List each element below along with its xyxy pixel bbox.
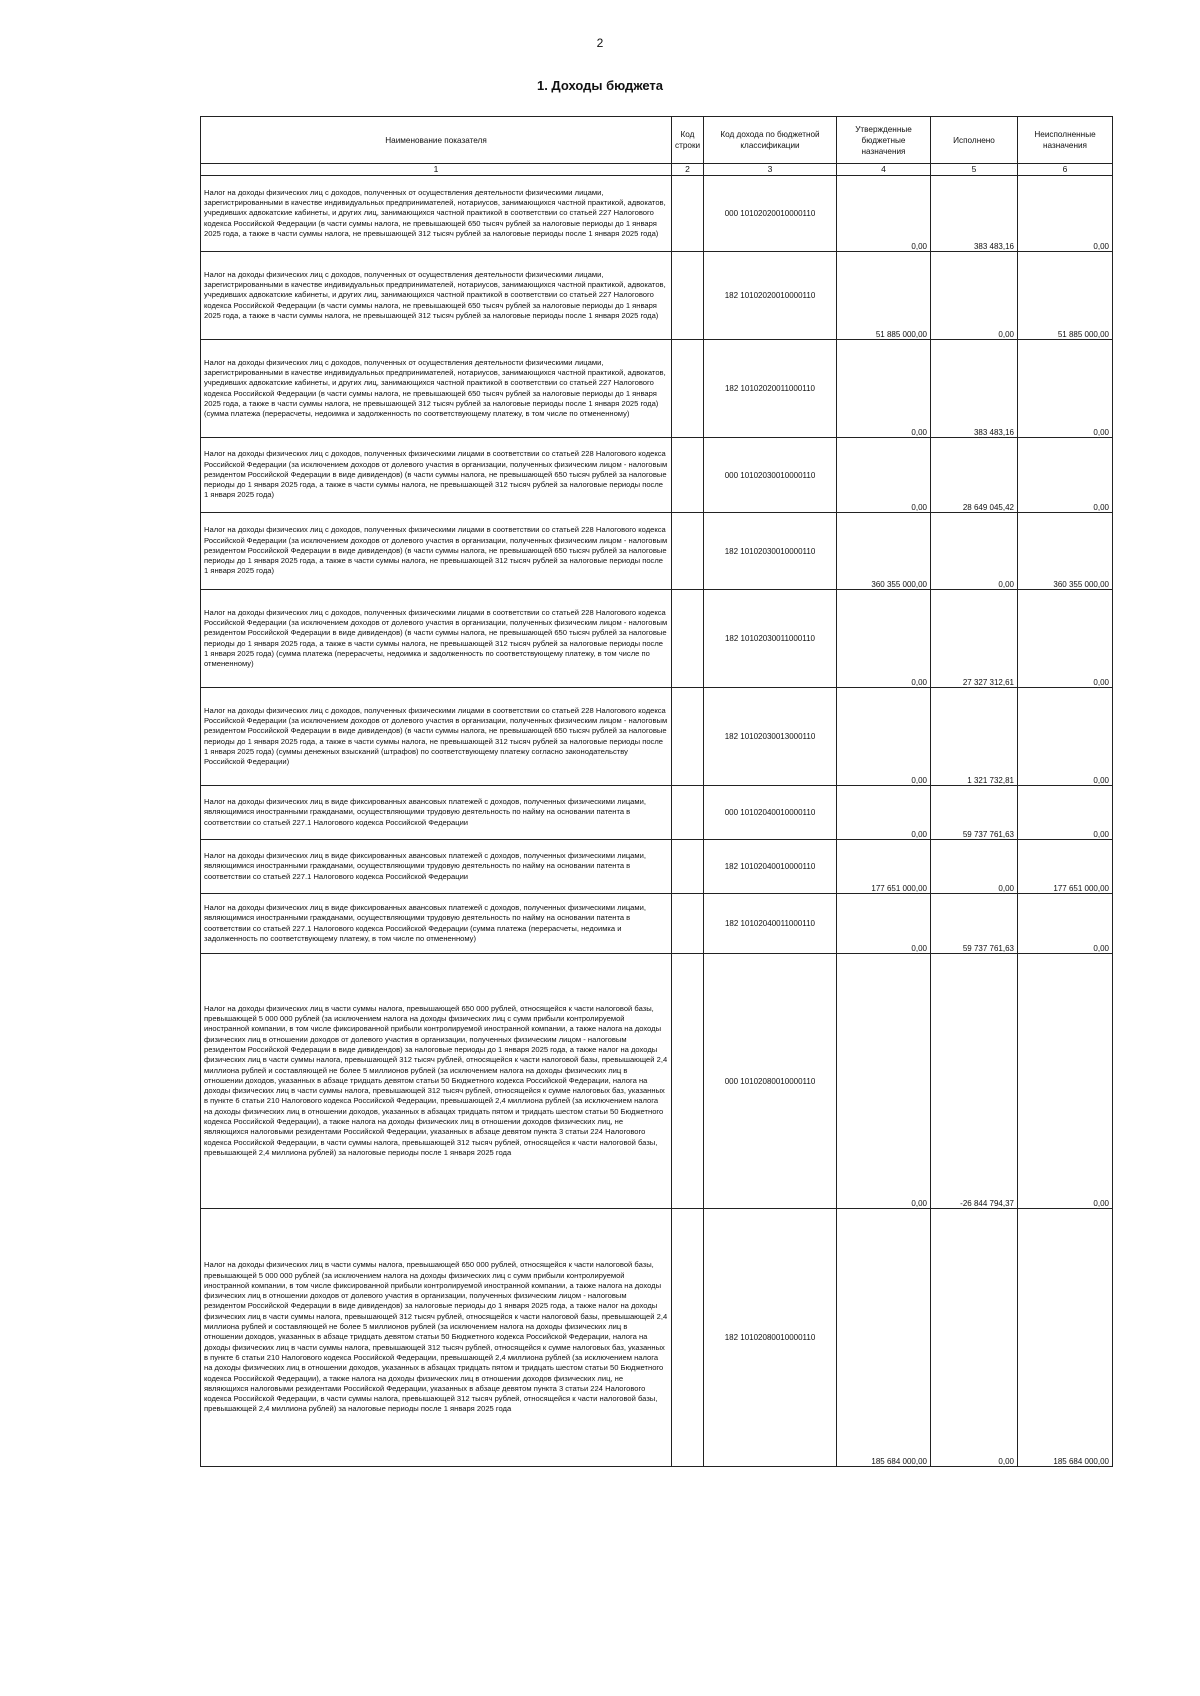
row-name: Налог на доходы физических лиц с доходов, полученных физическими лицами в соответствии со статьей 228 Налогового кодекса Российской Федерации (за исключением доходов от долевого участия в организации, полученных физическим лицом - налоговым резидентом Российской Федерации в виде дивидендов) (в части суммы налога, не превышающей 650 тысяч рублей за налоговые периоды до 1 января 2025 года, а также в части суммы налога, не превышающей 312 тысяч рублей за налоговые периоды после 1 января 2025 года) (сумма платежа (перерасчеты, недоимка и задолженность по соответствующему платежу, в том числе по отмененному) xyxy=(201,590,672,688)
row-line-code xyxy=(672,438,704,513)
row-approved: 0,00 xyxy=(837,438,931,513)
table-row xyxy=(201,688,1113,786)
table-row xyxy=(201,1209,1113,1467)
row-approved: 185 684 000,00 xyxy=(837,1209,931,1467)
row-line-code xyxy=(672,340,704,438)
column-number: 6 xyxy=(1018,164,1113,176)
row-executed: 59 737 761,63 xyxy=(931,894,1018,954)
row-name: Налог на доходы физических лиц с доходов, полученных физическими лицами в соответствии со статьей 228 Налогового кодекса Российской Федерации (за исключением доходов от долевого участия в организации, полученных физическим лицом - налоговым резидентом Российской Федерации в виде дивидендов) (в части суммы налога, не превышающей 650 тысяч рублей за налоговые периоды до 1 января 2025 года, а также в части суммы налога, не превышающей 312 тысяч рублей за налоговые периоды после 1 января 2025 года) xyxy=(201,513,672,590)
table-row xyxy=(201,513,1113,590)
row-line-code xyxy=(672,954,704,1209)
row-approved: 51 885 000,00 xyxy=(837,252,931,340)
row-line-code xyxy=(672,840,704,894)
row-executed: 383 483,16 xyxy=(931,176,1018,252)
table-row xyxy=(201,954,1113,1209)
row-name: Налог на доходы физических лиц с доходов, полученных физическими лицами в соответствии со статьей 228 Налогового кодекса Российской Федерации (за исключением доходов от долевого участия в организации, полученных физическим лицом - налоговым резидентом Российской Федерации в виде дивидендов) (в части суммы налога, не превышающей 650 тысяч рублей за налоговые периоды до 1 января 2025 года, а также в части суммы налога, не превышающей 312 тысяч рублей за налоговые периоды после 1 января 2025 года) (суммы денежных взысканий (штрафов) по соответствующему платежу согласно законодательству Российской Федерации) xyxy=(201,688,672,786)
row-unexecuted: 0,00 xyxy=(1018,590,1113,688)
row-name: Налог на доходы физических лиц в части суммы налога, превышающей 650 000 рублей, относящейся к части налоговой базы, превышающей 5 000 000 рублей (за исключением налога на доходы физических лиц с сумм прибыли контролируемой иностранной компании, в том числе фиксированной прибыли контролируемой иностранной компании, а также налога на доходы физических лиц в отношении доходов от долевого участия в организации, полученных физическим лицом - налоговым резидентом Российской Федерации в виде дивидендов) за налоговые периоды до 1 января 2025 года, а также налог на доходы физических лиц в части суммы налога, превышающей 312 тысяч рублей, относящейся к части налоговой базы, превышающей 2,4 миллиона рублей и составляющей не более 5 миллионов рублей (за исключением налога на доходы физических лиц в отношении доходов, указанных в абзаце тридцать девятом статьи 50 Бюджетного кодекса Российской Федерации, налога на доходы физических лиц в части суммы налога, превышающей 312 тысяч рублей, относящейся к сумме налоговых баз, указанных в пункте 6 статьи 210 Налогового кодекса Российской Федерации, превышающей 2,4 миллиона рублей (за исключением налога на доходы физических лиц в отношении доходов, указанных в абзацах тридцать пятом и тридцать шестом статьи 50 Бюджетного кодекса Российской Федерации), а также налога на доходы физических лиц в отношении доходов физических лиц, не являющихся налоговыми резидентами Российской Федерации, указанных в абзаце девятом пункта 3 статьи 224 Налогового кодекса Российской Федерации, в части суммы налога, превышающей 312 тысяч рублей, относящейся к части налоговой базы, превышающей 2,4 миллиона рублей) за налоговые периоды после 1 января 2025 года xyxy=(201,1209,672,1467)
column-number: 3 xyxy=(704,164,837,176)
row-line-code xyxy=(672,176,704,252)
row-unexecuted: 177 651 000,00 xyxy=(1018,840,1113,894)
row-executed: 383 483,16 xyxy=(931,340,1018,438)
row-approved: 0,00 xyxy=(837,688,931,786)
header-name: Наименование показателя xyxy=(201,117,672,164)
row-executed: -26 844 794,37 xyxy=(931,954,1018,1209)
row-kbk: 000 10102030010000110 xyxy=(704,438,837,513)
row-unexecuted: 185 684 000,00 xyxy=(1018,1209,1113,1467)
column-number: 4 xyxy=(837,164,931,176)
row-unexecuted: 0,00 xyxy=(1018,438,1113,513)
row-line-code xyxy=(672,513,704,590)
table-row xyxy=(201,438,1113,513)
row-name: Налог на доходы физических лиц с доходов, полученных физическими лицами в соответствии со статьей 228 Налогового кодекса Российской Федерации (за исключением доходов от долевого участия в организации, полученных физическим лицом - налоговым резидентом Российской Федерации в виде дивидендов) (в части суммы налога, не превышающей 650 тысяч рублей за налоговые периоды до 1 января 2025 года, а также в части суммы налога, не превышающей 312 тысяч рублей за налоговые периоды после 1 января 2025 года) xyxy=(201,438,672,513)
row-unexecuted: 0,00 xyxy=(1018,894,1113,954)
row-approved: 177 651 000,00 xyxy=(837,840,931,894)
budget-revenue-table xyxy=(200,116,1113,1467)
row-line-code xyxy=(672,1209,704,1467)
row-kbk: 182 10102080010000110 xyxy=(704,1209,837,1467)
row-unexecuted: 0,00 xyxy=(1018,176,1113,252)
header-unexecuted: Неисполненные назначения xyxy=(1018,117,1113,164)
row-kbk: 182 10102040010000110 xyxy=(704,840,837,894)
row-unexecuted: 0,00 xyxy=(1018,954,1113,1209)
row-executed: 59 737 761,63 xyxy=(931,786,1018,840)
column-number-row xyxy=(201,164,1113,176)
table-row xyxy=(201,176,1113,252)
row-executed: 1 321 732,81 xyxy=(931,688,1018,786)
row-kbk: 182 10102040011000110 xyxy=(704,894,837,954)
table-row xyxy=(201,340,1113,438)
section-title: 1. Доходы бюджета xyxy=(536,78,664,93)
row-approved: 0,00 xyxy=(837,954,931,1209)
table-row xyxy=(201,786,1113,840)
row-name: Налог на доходы физических лиц в виде фиксированных авансовых платежей с доходов, полученных физическими лицами, являющимися иностранными гражданами, осуществляющими трудовую деятельность по найму на основании патента в соответствии со статьей 227.1 Налогового кодекса Российской Федерации (сумма платежа (перерасчеты, недоимка и задолженность по соответствующему платежу, в том числе по отмененному) xyxy=(201,894,672,954)
row-approved: 0,00 xyxy=(837,590,931,688)
row-name: Налог на доходы физических лиц с доходов, полученных от осуществления деятельности физическими лицами, зарегистрированными в качестве индивидуальных предпринимателей, нотариусов, занимающихся частной практикой, адвокатов, учредивших адвокатские кабинеты, и других лиц, занимающихся частной практикой в соответствии со статьей 227 Налогового кодекса Российской Федерации (в части суммы налога, не превышающей 650 тысяч рублей за налоговые периоды до 1 января 2025 года, а также в части суммы налога, не превышающей 312 тысяч рублей за налоговые периоды после 1 января 2025 года) (сумма платежа (перерасчеты, недоимка и задолженность по соответствующему платежу, в том числе по отмененному) xyxy=(201,340,672,438)
row-kbk: 000 10102080010000110 xyxy=(704,954,837,1209)
row-approved: 360 355 000,00 xyxy=(837,513,931,590)
row-executed: 0,00 xyxy=(931,1209,1018,1467)
row-kbk: 000 10102040010000110 xyxy=(704,786,837,840)
column-number: 1 xyxy=(201,164,672,176)
row-approved: 0,00 xyxy=(837,176,931,252)
row-line-code xyxy=(672,590,704,688)
row-line-code xyxy=(672,252,704,340)
row-kbk: 182 10102030011000110 xyxy=(704,590,837,688)
row-kbk: 000 10102020010000110 xyxy=(704,176,837,252)
row-line-code xyxy=(672,786,704,840)
row-kbk: 182 10102030013000110 xyxy=(704,688,837,786)
column-number: 5 xyxy=(931,164,1018,176)
table-row xyxy=(201,840,1113,894)
row-approved: 0,00 xyxy=(837,894,931,954)
row-name: Налог на доходы физических лиц в виде фиксированных авансовых платежей с доходов, полученных физическими лицами, являющимися иностранными гражданами, осуществляющими трудовую деятельность по найму на основании патента в соответствии со статьей 227.1 Налогового кодекса Российской Федерации xyxy=(201,786,672,840)
table-row xyxy=(201,894,1113,954)
row-unexecuted: 0,00 xyxy=(1018,786,1113,840)
header-line-code: Код строки xyxy=(672,117,704,164)
row-executed: 0,00 xyxy=(931,252,1018,340)
row-approved: 0,00 xyxy=(837,340,931,438)
header-approved: Утвержденные бюджетные назначения xyxy=(837,117,931,164)
row-name: Налог на доходы физических лиц с доходов, полученных от осуществления деятельности физическими лицами, зарегистрированными в качестве индивидуальных предпринимателей, нотариусов, занимающихся частной практикой, адвокатов, учредивших адвокатские кабинеты, и других лиц, занимающихся частной практикой в соответствии со статьей 227 Налогового кодекса Российской Федерации (в части суммы налога, не превышающей 650 тысяч рублей за налоговые периоды до 1 января 2025 года, а также в части суммы налога, не превышающей 312 тысяч рублей за налоговые периоды после 1 января 2025 года) xyxy=(201,176,672,252)
header-executed: Исполнено xyxy=(931,117,1018,164)
header-kbk: Код дохода по бюджетной классификации xyxy=(704,117,837,164)
row-line-code xyxy=(672,688,704,786)
row-line-code xyxy=(672,894,704,954)
row-kbk: 182 10102020010000110 xyxy=(704,252,837,340)
row-executed: 0,00 xyxy=(931,513,1018,590)
column-number: 2 xyxy=(672,164,704,176)
header-row xyxy=(201,117,1113,164)
row-kbk: 182 10102030010000110 xyxy=(704,513,837,590)
table-row xyxy=(201,252,1113,340)
row-executed: 0,00 xyxy=(931,840,1018,894)
row-executed: 27 327 312,61 xyxy=(931,590,1018,688)
row-name: Налог на доходы физических лиц с доходов, полученных от осуществления деятельности физическими лицами, зарегистрированными в качестве индивидуальных предпринимателей, нотариусов, занимающихся частной практикой, адвокатов, учредивших адвокатские кабинеты, и других лиц, занимающихся частной практикой в соответствии со статьей 227 Налогового кодекса Российской Федерации (в части суммы налога, не превышающей 650 тысяч рублей за налоговые периоды до 1 января 2025 года, а также в части суммы налога, не превышающей 312 тысяч рублей за налоговые периоды после 1 января 2025 года) xyxy=(201,252,672,340)
row-kbk: 182 10102020011000110 xyxy=(704,340,837,438)
row-approved: 0,00 xyxy=(837,786,931,840)
row-name: Налог на доходы физических лиц в виде фиксированных авансовых платежей с доходов, полученных физическими лицами, являющимися иностранными гражданами, осуществляющими трудовую деятельность по найму на основании патента в соответствии со статьей 227.1 Налогового кодекса Российской Федерации xyxy=(201,840,672,894)
row-unexecuted: 0,00 xyxy=(1018,688,1113,786)
row-name: Налог на доходы физических лиц в части суммы налога, превышающей 650 000 рублей, относящейся к части налоговой базы, превышающей 5 000 000 рублей (за исключением налога на доходы физических лиц с сумм прибыли контролируемой иностранной компании, в том числе фиксированной прибыли контролируемой иностранной компании, а также налога на доходы физических лиц в отношении доходов от долевого участия в организации, полученных физическим лицом - налоговым резидентом Российской Федерации в виде дивидендов) за налоговые периоды до 1 января 2025 года, а также налог на доходы физических лиц в части суммы налога, превышающей 312 тысяч рублей, относящейся к части налоговой базы, превышающей 2,4 миллиона рублей и составляющей не более 5 миллионов рублей (за исключением налога на доходы физических лиц в отношении доходов, указанных в абзаце тридцать девятом статьи 50 Бюджетного кодекса Российской Федерации, налога на доходы физических лиц в части суммы налога, превышающей 312 тысяч рублей, относящейся к сумме налоговых баз, указанных в пункте 6 статьи 210 Налогового кодекса Российской Федерации, превышающей 2,4 миллиона рублей (за исключением налога на доходы физических лиц в отношении доходов, указанных в абзацах тридцать пятом и тридцать шестом статьи 50 Бюджетного кодекса Российской Федерации), а также налога на доходы физических лиц в отношении доходов физических лиц, не являющихся налоговыми резидентами Российской Федерации, указанных в абзаце девятом пункта 3 статьи 224 Налогового кодекса Российской Федерации, в части суммы налога, превышающей 312 тысяч рублей, относящейся к части налоговой базы, превышающей 2,4 миллиона рублей) за налоговые периоды после 1 января 2025 года xyxy=(201,954,672,1209)
row-unexecuted: 0,00 xyxy=(1018,340,1113,438)
table-row xyxy=(201,590,1113,688)
page-number: 2 xyxy=(596,36,604,50)
row-executed: 28 649 045,42 xyxy=(931,438,1018,513)
row-unexecuted: 360 355 000,00 xyxy=(1018,513,1113,590)
row-unexecuted: 51 885 000,00 xyxy=(1018,252,1113,340)
